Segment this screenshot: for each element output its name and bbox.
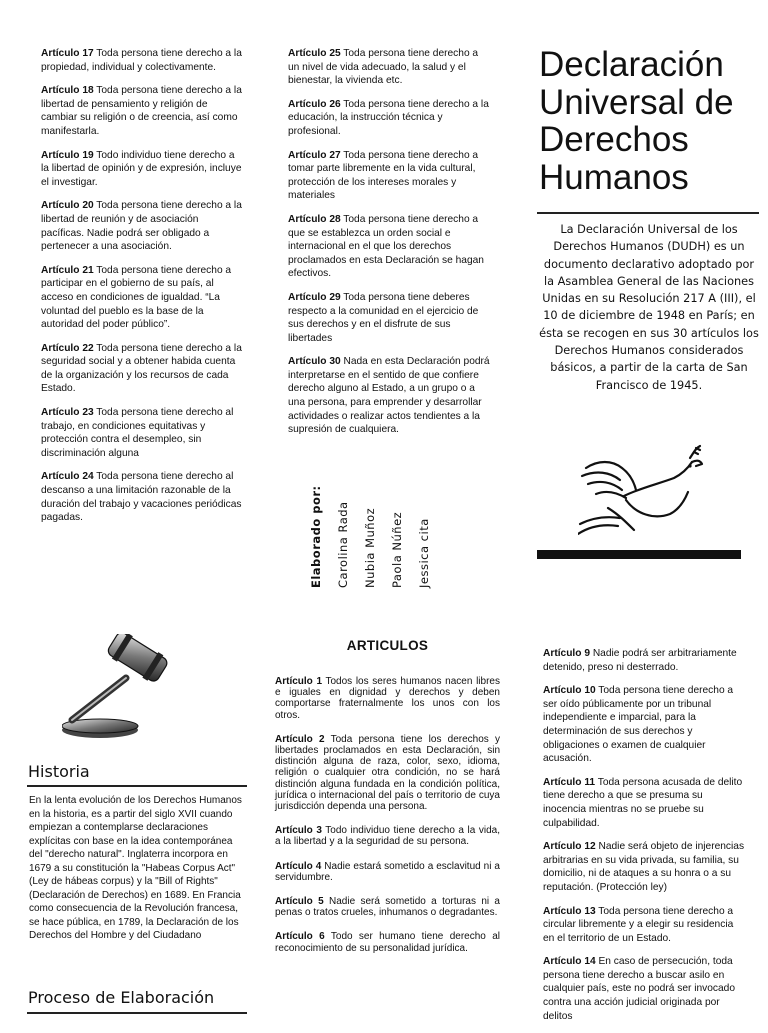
article-item — [288, 355, 490, 437]
historia-heading: Historia — [28, 762, 90, 781]
article-item — [275, 931, 500, 953]
article-text: Todo individuo tiene derecho a la vida, a la libertad y a la seguridad de su persona. — [275, 825, 500, 848]
article-label: Artículo 22 — [41, 342, 94, 354]
divider — [27, 1012, 247, 1014]
credits-label: Elaborado por: — [309, 485, 323, 588]
article-label: Artículo 11 — [543, 776, 596, 788]
historia-paragraph: En la lenta evolución de los Derechos Humanos en la historia, es a partir del siglo XVII cuando empiezan a contemplarse declaraciones explícitas con base en la idea contemporánea del "derecho natural". Inglaterra incorpora en 1679 a su constitución la "Habeas Corpus Act" (Ley de hábeas corpus) y la "Bill of Rights" (Declaración de Derechos) en 1689. En Francia como consecuencia de la Revolución francesa, se hace pública, en 1789, la Declaración de los Derechos del Hombre y del Ciudadano — [29, 795, 242, 941]
article-text: Toda persona tiene derecho a un nivel de vida adecuado, la salud y el bienestar, la vivienda etc. — [288, 48, 479, 87]
article-label: Artículo 12 — [543, 841, 596, 853]
page-title: Declaración Universal de Derechos Humanos — [539, 45, 734, 197]
article-text: Nadie será objeto de injerencias arbitrarias en su vida privada, su familia, su domicilio, ni de ataques a su honra o a su reputación. (Protección ley) — [543, 841, 745, 893]
article-text: Nadie podrá ser arbitrariamente detenido, preso ni desterrado. — [543, 648, 737, 673]
article-text: Toda persona tiene derecho al descanso a una limitación razonable de la duración del trabajo y vacaciones periódicas pagadas. — [41, 471, 242, 524]
article-item — [288, 47, 490, 88]
credit-name: Nubia Muñoz — [363, 507, 377, 588]
article-text: Toda persona tiene derecho a tomar parte libremente en la vida cultural, protección de los intereses morales y materiales — [288, 149, 479, 202]
decorative-bar — [537, 550, 741, 559]
article-label: Artículo 17 — [41, 48, 94, 59]
article-label: Artículo 13 — [543, 905, 596, 917]
articles-column-top-middle — [288, 47, 490, 447]
article-item — [275, 676, 500, 721]
article-item — [275, 825, 500, 847]
article-label: Artículo 5 — [275, 896, 324, 908]
article-label: Artículo 25 — [288, 48, 341, 59]
article-text: Toda persona tiene derecho a la propiedad, individual y colectivamente. — [41, 48, 242, 73]
article-text: Nada en esta Declaración podrá interpretarse en el sentido de que confiere derecho alguno al Estado, a un grupo o a una persona, para emprender y desarrollar actividades o realizar actos tendientes a la supresión de cualquiera. — [288, 356, 490, 436]
article-label: Artículo 29 — [288, 291, 341, 303]
article-label: Artículo 10 — [543, 685, 596, 697]
article-item — [543, 955, 746, 1023]
article-item — [41, 47, 243, 74]
article-item — [275, 861, 500, 883]
article-item — [543, 776, 746, 830]
article-text: Todo ser humano tiene derecho al reconocimiento de su personalidad jurídica. — [275, 931, 500, 954]
gavel-icon — [62, 634, 194, 742]
article-label: Artículo 19 — [41, 149, 94, 161]
article-label: Artículo 30 — [288, 356, 341, 368]
article-item — [41, 470, 243, 524]
article-label: Artículo 1 — [275, 676, 322, 687]
article-item — [275, 734, 500, 812]
article-text: En caso de persecución, toda persona tiene derecho a buscar asilo en cualquier país, este no podrá ser invocado contra una acción judicial originada por delitos — [543, 956, 735, 1022]
article-label: Artículo 6 — [275, 931, 325, 943]
credit-name: Carolina Rada — [336, 501, 350, 588]
article-text: Toda persona tiene derecho a ser oído públicamente por un tribunal independiente e imparcial, para la determinación de sus derechos y obligaciones o examen de cualquier acusación. — [543, 685, 734, 765]
article-label: Artículo 24 — [41, 471, 94, 483]
article-item — [543, 647, 746, 674]
article-label: Artículo 20 — [41, 200, 94, 212]
article-label: Artículo 4 — [275, 860, 322, 872]
article-text: Todos los seres humanos nacen libres e iguales en dignidad y derechos y deben comportarse fraternalmente los unos con los otros. — [275, 676, 500, 721]
article-item — [41, 149, 243, 190]
proceso-heading: Proceso de Elaboración — [28, 988, 215, 1007]
article-item — [41, 264, 243, 332]
article-text: Toda persona tiene derecho a la libertad de pensamiento y religión de cambiar su religión o de creencia, así como manifestarla. — [41, 85, 242, 137]
article-text: Toda persona tiene derecho a que se establezca un orden social e internacional en el que los derechos proclamados en esta Declaración se hagan efectivos. — [288, 213, 484, 280]
article-item — [41, 84, 243, 138]
article-item — [41, 342, 243, 396]
article-text: Toda persona tiene derecho a la libertad de reunión y de asociación pacíficas. Nadie podrá ser obligado a pertenecer a una asociación. — [41, 200, 242, 253]
article-item — [288, 213, 490, 281]
articles-column-bottom-right — [543, 647, 746, 1033]
articulos-heading: ARTICULOS — [346, 638, 429, 653]
article-text: Toda persona tiene los derechos y libertades proclamados en esta Declaración, sin distinción alguna de raza, color, sexo, idioma, religión o cualquier otra condición, no se hará distinción alguna fundada en la condición política, jurídica o internacional del país o territorio de cuya jurisdicción dependa una persona. — [275, 733, 500, 813]
article-text: Nadie será sometido a torturas ni a penas o tratos crueles, inhumanos o degradantes. — [275, 896, 500, 919]
article-label: Artículo 9 — [543, 648, 590, 659]
articles-column-bottom-middle — [275, 676, 500, 967]
article-label: Artículo 14 — [543, 956, 596, 968]
articles-column-top-left — [41, 47, 243, 535]
article-text: Toda persona tiene derecho al trabajo, en condiciones equitativas y protección contra el desempleo, sin discriminación alguna — [41, 407, 234, 459]
article-label: Artículo 28 — [288, 213, 341, 225]
credit-name: Paola Núñez — [390, 511, 404, 588]
article-item — [275, 896, 500, 918]
article-text: Toda persona tiene derecho a participar en el gobierno de su país, al acceso en condiciones de igualdad. “La voluntad del pueblo es la base de la autoridad del poder público”. — [41, 264, 232, 331]
title-block — [539, 46, 759, 196]
dove-icon — [578, 438, 704, 538]
article-item — [288, 98, 490, 139]
article-text: Toda persona tiene derecho a la seguridad social y a obtener habida cuenta de la organización y los recursos de cada Estado. — [41, 342, 242, 395]
article-text: Toda persona acusada de delito tiene derecho a que se presuma su inocencia mientras no se pruebe su culpabilidad. — [543, 776, 743, 829]
article-label: Artículo 21 — [41, 264, 94, 276]
intro-paragraph: La Declaración Universal de los Derechos Humanos (DUDH) es un documento declarativo adoptado por la Asamblea General de las Naciones Unidas en su Resolución 217 A (III), el 10 de diciembre de 1948 en París; en ésta se recogen en sus 30 artículos los Derechos Humanos considerados básicos, a partir de la carta de San Francisco de 1945. — [539, 223, 759, 392]
credits — [306, 470, 436, 588]
article-item — [543, 684, 746, 766]
article-text: Toda persona tiene derecho a circular libremente y a elegir su residencia en el territorio de un Estado. — [543, 905, 734, 944]
article-item — [288, 149, 490, 203]
article-item — [543, 840, 746, 894]
article-label: Artículo 27 — [288, 149, 341, 161]
credit-name: Jessica cita — [417, 518, 431, 588]
article-label: Artículo 2 — [275, 733, 325, 745]
divider — [537, 212, 759, 214]
article-label: Artículo 23 — [41, 407, 94, 419]
article-text: Toda persona tiene derecho a la educación, la instrucción técnica y profesional. — [288, 98, 489, 137]
article-text: Nadie estará sometido a esclavitud ni a servidumbre. — [275, 860, 500, 883]
article-item — [41, 199, 243, 253]
article-text: Todo individuo tiene derecho a la libertad de opinión y de expresión, incluye el investigar. — [41, 149, 242, 188]
divider — [27, 785, 247, 787]
article-item — [41, 406, 243, 460]
article-text: Toda persona tiene deberes respecto a la comunidad en el ejercicio de sus derechos y en el disfrute de sus libertades — [288, 291, 479, 344]
article-item — [543, 905, 746, 946]
article-item — [288, 291, 490, 345]
article-label: Artículo 26 — [288, 98, 341, 110]
article-label: Artículo 3 — [275, 825, 322, 837]
article-label: Artículo 18 — [41, 85, 94, 97]
